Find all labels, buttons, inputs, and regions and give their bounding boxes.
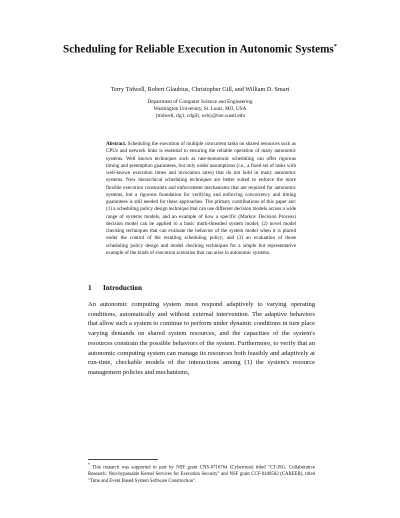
footnote-mark: * — [88, 463, 90, 467]
affiliation-university: Washington University, St. Louis, MO, USA — [153, 106, 247, 112]
title-text: Scheduling for Reliable Execution in Autonomic Systems — [62, 43, 334, 56]
affiliation-email: {ttidwell, rlg1, cdgill, wds}@cse.wustl.edu — [155, 113, 245, 119]
affiliation-department: Department of Computer Science and Engineering — [147, 99, 253, 105]
introduction-paragraph: An autonomic computing system must respond adaptively to varying operating conditions, automatically and without external intervention. The adaptive behaviors that allow such a system to continue to perform under dynamic conditions in turn place varying demands on shared system resources, and the capacities of the system's resources constrain the possible behaviors of the system. Furthermore, to verify that an autonomic computing system can manage its resources both feasibly and adaptively at run-time, checkable models of the interactions among (1) the system's resource management policies and mechanisms, — [88, 301, 315, 376]
paper-title — [60, 40, 340, 57]
section-number: 1 — [88, 284, 92, 292]
section-title: Introduction — [103, 284, 143, 292]
footnote — [88, 462, 315, 486]
abstract-label: Abstract. — [106, 141, 127, 147]
footnote-text: This research was supported in part by NSF grant CNS-0716764 (Cybertrust) titled "CT-ISG: Collaborative Research: Non-bypassable Kernel Services for Execution Security" and NSF grant CCF-0448562 (CAREER), titled "Time and Event Based System Software Construction". — [88, 465, 315, 484]
title-footnote-mark: * — [333, 43, 338, 50]
section-heading — [88, 284, 142, 292]
abstract-text: Scheduling the execution of multiple concurrent tasks on shared resources such as CPUs and network links is essential to ensuring the reliable operation of many autonomic systems. Well known techniques such as rate-monotonic scheduling can offer rigorous timing and preemption guarantees, but only under assumptions (i.e., a fixed set of tasks with well-known execution times and invocation rates) that do not hold in many autonomic systems. New hierarchical scheduling techniques are better suited to enforce the more flexible execution constraints and enforcement mechanisms that are required for autonomic systems, but a rigorous foundation for verifying and enforcing concurrency and timing guarantees is still needed for these approaches. The primary contributions of this paper are: (1) a scheduling policy design technique that can use different decision models across a wide range of systems models, and an example of how a specific (Markov Decision Process) decision model can be applied to a basic multi-threaded system model; (2) novel model checking techniques that can evaluate the behavior of the system model when it is placed under the control of the resulting scheduling policy; and (3) an evaluation of those scheduling policy design and model checking techniques for a simple but representative example of the kinds of execution scenarios that can arise in autonomic systems. — [106, 141, 296, 256]
footnote-divider — [88, 459, 158, 460]
affiliation — [80, 99, 320, 120]
author-list: Terry Tidwell, Robert Glaubius, Christopher Gill, and William D. Smart — [110, 86, 290, 93]
abstract — [106, 141, 296, 257]
